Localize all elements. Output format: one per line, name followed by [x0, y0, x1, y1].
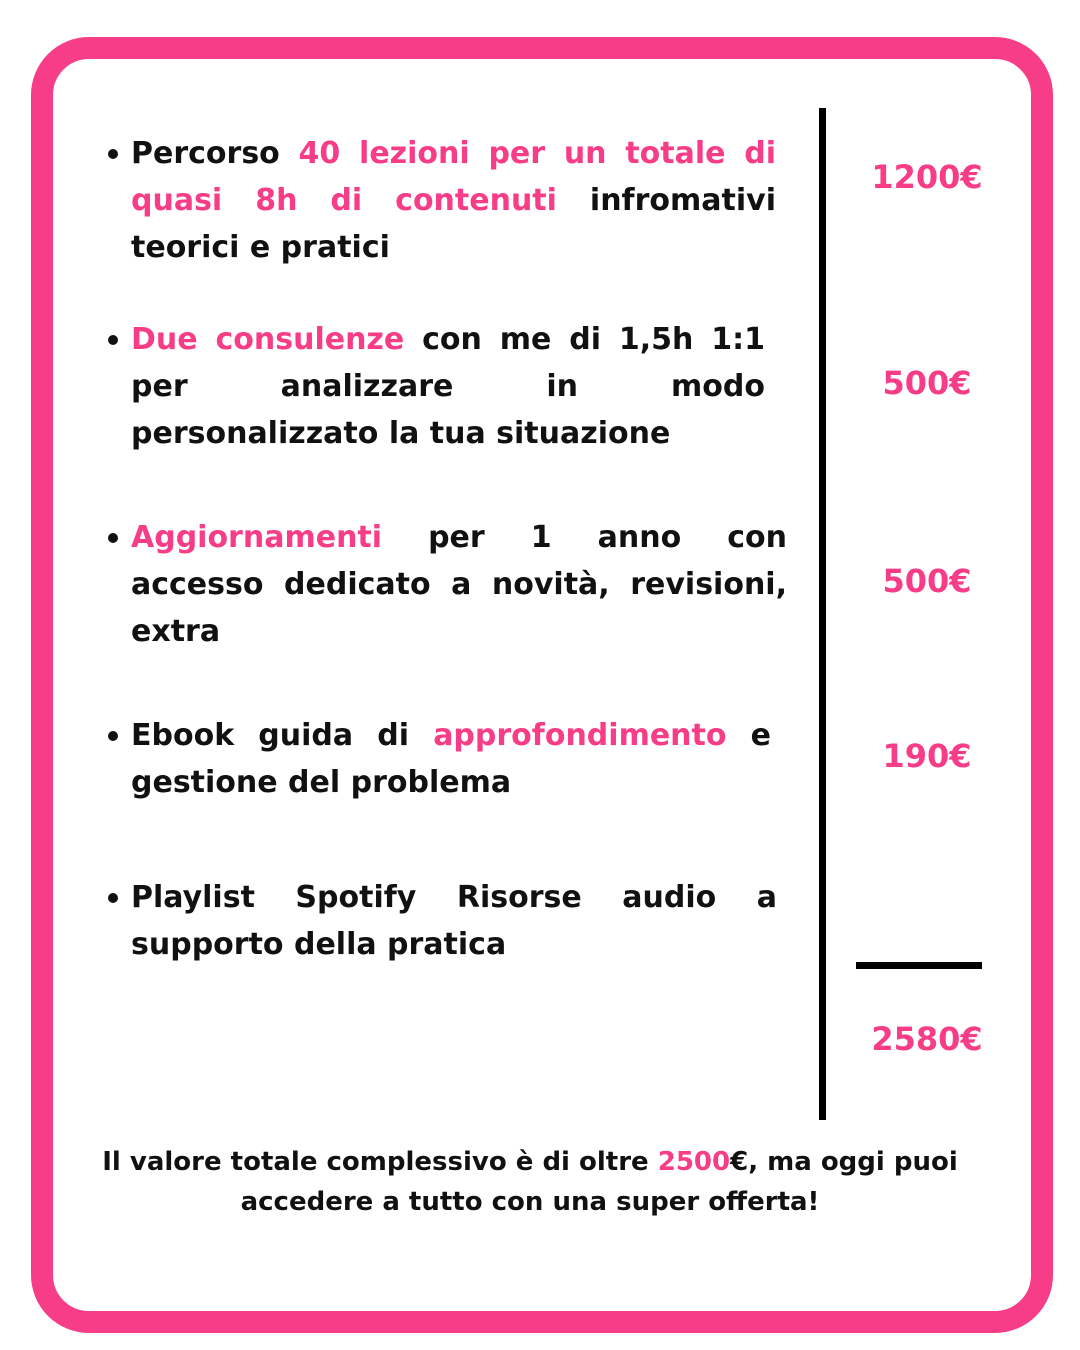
- item-price: 1200€: [871, 158, 983, 196]
- footer-text: Il valore totale complessivo è di oltre: [102, 1147, 658, 1177]
- total-price: 2580€: [871, 1020, 983, 1058]
- footer-highlight: 2500: [657, 1147, 731, 1177]
- item-price: 500€: [882, 364, 972, 402]
- item-text: Ebook guida di: [131, 718, 434, 753]
- item-highlight: 40 lezioni per un totale di quasi 8h di contenuti: [131, 136, 776, 218]
- bullet-icon: [108, 149, 118, 159]
- item-text: Percorso: [131, 136, 299, 171]
- bullet-icon: [108, 731, 118, 741]
- item-text: Playlist Spotify Risorse audio a supporto della pratica: [131, 880, 777, 962]
- bullet-icon: [108, 893, 118, 903]
- item-highlight: approfondimento: [433, 718, 727, 753]
- item-highlight: Aggiornamenti: [131, 520, 383, 555]
- bullet-icon: [108, 533, 118, 543]
- item-text: infromativi teorici e pratici: [131, 183, 776, 265]
- bullet-icon: [108, 335, 118, 345]
- footer-text: €, ma oggi puoi accedere a tutto con una super offerta!: [240, 1147, 958, 1217]
- item-highlight: Due consulenze: [131, 322, 405, 357]
- footer-note: [60, 1142, 1000, 1222]
- item-text: e gestione del problema: [131, 718, 771, 800]
- item-text: con me di 1,5h 1:1 per analizzare in modo personalizzato la tua situazione: [131, 322, 765, 451]
- item-price: 500€: [882, 562, 972, 600]
- sum-line: [856, 962, 982, 969]
- vertical-divider: [819, 108, 826, 1120]
- item-text: per 1 anno con accesso dedicato a novità, revisioni, extra: [131, 520, 787, 649]
- item-price: 190€: [882, 737, 972, 775]
